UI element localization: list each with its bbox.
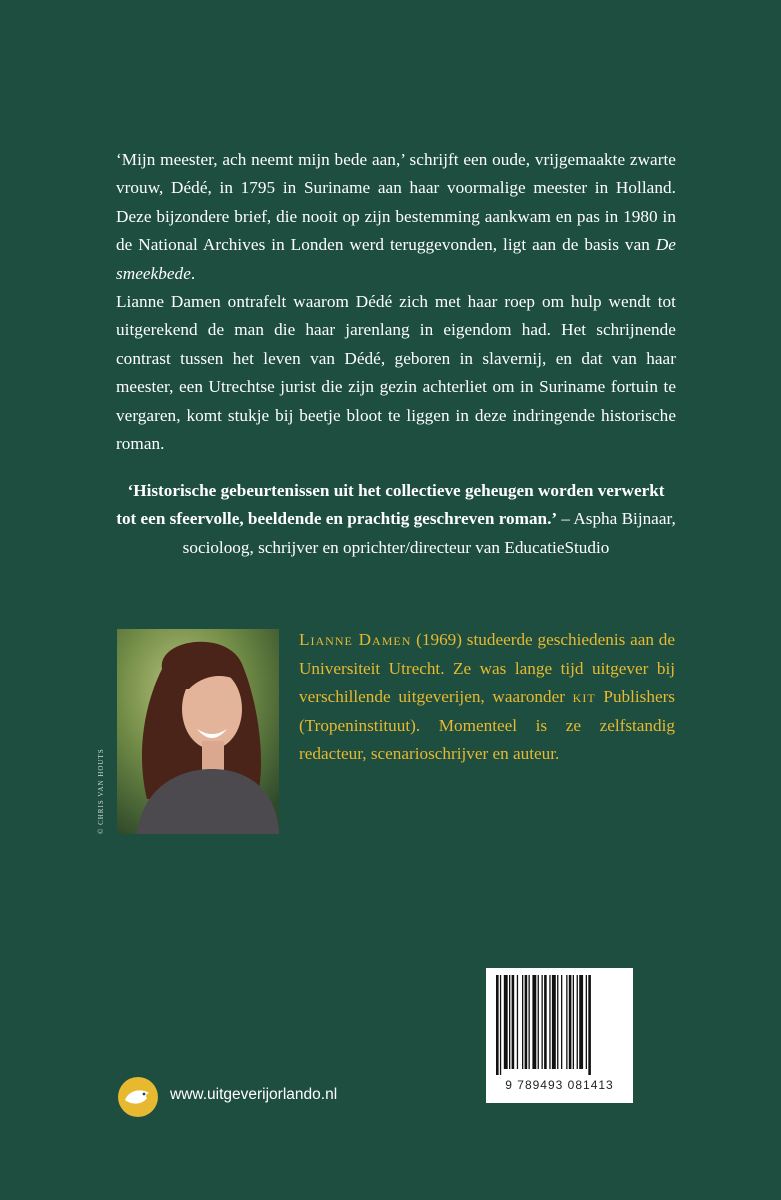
quote-attribution: – Aspha Bijnaar, socioloog, schrijver en oprichter/directeur van EducatieStudio bbox=[182, 509, 676, 557]
barcode-bar bbox=[532, 975, 536, 1069]
barcode-bar bbox=[586, 975, 587, 1069]
barcode-bar bbox=[588, 975, 591, 1075]
barcode-bar bbox=[561, 975, 562, 1069]
publisher-website[interactable]: www.uitgeverijorlando.nl bbox=[170, 1086, 338, 1103]
barcode-bar bbox=[573, 975, 574, 1069]
barcode-bar bbox=[557, 975, 558, 1069]
blurb-paragraph-2: Lianne Damen ontrafelt waarom Dédé zich met haar roep om hulp wendt tot uitgerekend de man die haar jarenlang in eigendom had. Het schrijnende contrast tussen het leven van Dédé, geboren in slavernij, en dat van haar meester, een Utrechtse jurist die zijn gezin achterliet om in Suriname fortuin te vergaren, komt stukje bij beetje bloot te liggen in deze indringende historische roman. bbox=[116, 292, 676, 454]
author-name: Lianne Damen bbox=[299, 630, 412, 649]
barcode-bar bbox=[512, 975, 515, 1069]
barcode-bar bbox=[517, 975, 518, 1069]
barcode-bar bbox=[500, 975, 501, 1075]
author-photo bbox=[117, 629, 279, 834]
author-portrait-image bbox=[117, 629, 279, 834]
photo-credit: © CHRIS VAN HOUTS bbox=[97, 748, 105, 834]
barcode-bar bbox=[549, 975, 550, 1069]
review-quote bbox=[116, 477, 676, 562]
bird-logo-icon bbox=[117, 1076, 159, 1118]
book-blurb bbox=[116, 146, 676, 458]
blurb-paragraph-1: ‘Mijn meester, ach neemt mijn bede aan,’ schrijft een oude, vrijgemaakte zwarte vrouw, Dédé, in 1795 in Suriname aan haar voormalige meester in Holland. Deze bijzondere brief, die nooit op zijn bestemming aankwam en pas in 1980 in de National Archives in Londen werd teruggevonden, ligt aan de basis van De smeekbede. bbox=[116, 150, 676, 283]
barcode-bar bbox=[552, 975, 556, 1069]
quote-text: ‘Historische gebeurtenissen uit het collectieve geheugen worden verwerkt tot een sfeervolle, beeldende en prachtig geschreven roman.’ bbox=[116, 481, 665, 529]
barcode-bar bbox=[544, 975, 547, 1069]
isbn-barcode bbox=[486, 968, 633, 1103]
barcode-bar bbox=[529, 975, 530, 1069]
book-title: De smeekbede bbox=[116, 235, 676, 283]
barcode-bar bbox=[542, 975, 543, 1069]
author-bio: Lianne Damen (1969) studeerde geschiedenis aan de Universiteit Utrecht. Ze was lange tijd uitgever bij verschillende uitgeverijen, waaronder kit Publishers (Tropeninstituut). Momenteel is ze zelfstandig redacteur, scenarioschrijver en auteur. bbox=[299, 630, 675, 764]
barcode-bar bbox=[579, 975, 583, 1069]
barcode-bar bbox=[504, 975, 508, 1069]
barcode-bar bbox=[522, 975, 523, 1069]
barcode-bar bbox=[496, 975, 499, 1075]
barcode-bar bbox=[509, 975, 510, 1069]
barcode-bar bbox=[569, 975, 572, 1069]
barcode-bar bbox=[577, 975, 578, 1069]
isbn-number: 9 789493 081413 bbox=[505, 1078, 614, 1092]
barcode-bar bbox=[538, 975, 539, 1069]
barcode-bars bbox=[496, 975, 623, 1075]
barcode-bar bbox=[525, 975, 528, 1069]
barcode-bar bbox=[566, 975, 567, 1069]
